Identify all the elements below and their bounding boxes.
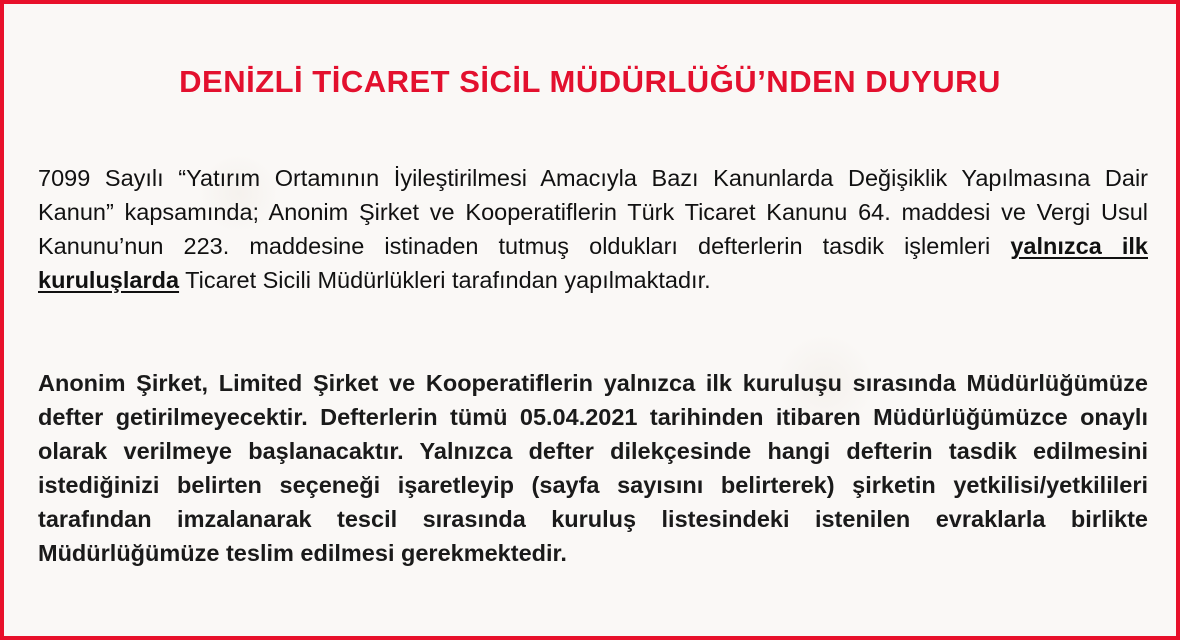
announcement-title: DENİZLİ TİCARET SİCİL MÜDÜRLÜĞÜ’NDEN DUYURU (179, 64, 1001, 99)
paragraph1-text-before: 7099 Sayılı “Yatırım Ortamının İyileştirilmesi Amacıyla Bazı Kanunlarda Değişiklik Yapılmasına Dair Kanun” kapsamında; Anonim Şirket ve Kooperatiflerin Türk Ticaret Kanunu 64. maddesi ve Vergi Usul Kanunu’nun 223. maddesine istinaden tutmuş oldukları defterlerin tasdik işlemleri (38, 165, 1148, 259)
paragraph-kurulus-defter: Anonim Şirket, Limited Şirket ve Kooperatiflerin yalnızca ilk kuruluşu sırasında Müdürlüğümüze defter getirilmeyecektir. Defterlerin tümü 05.04.2021 tarihinden itibaren Müdürlüğümüzce onaylı olarak verilmeye başlanacaktır. Yalnızca defter dilekçesinde hangi defterin tasdik edilmesini istediğinizi belirten seçeneği işaretleyip (sayfa sayısını belirterek) şirketin yetkilisi/yetkilileri tarafından imzalanarak tescil sırasında kuruluş listesindeki istenilen evraklarla birlikte Müdürlüğümüze teslim edilmesi gerekmektedir. (38, 370, 1148, 566)
paragraph1-emphasis: yalnızca ilk kuruluşlarda (38, 233, 1148, 293)
paragraph1-text-after: Ticaret Sicili Müdürlükleri tarafından yapılmaktadır. (179, 267, 711, 293)
paragraph-defter-tasdik (38, 161, 1148, 297)
